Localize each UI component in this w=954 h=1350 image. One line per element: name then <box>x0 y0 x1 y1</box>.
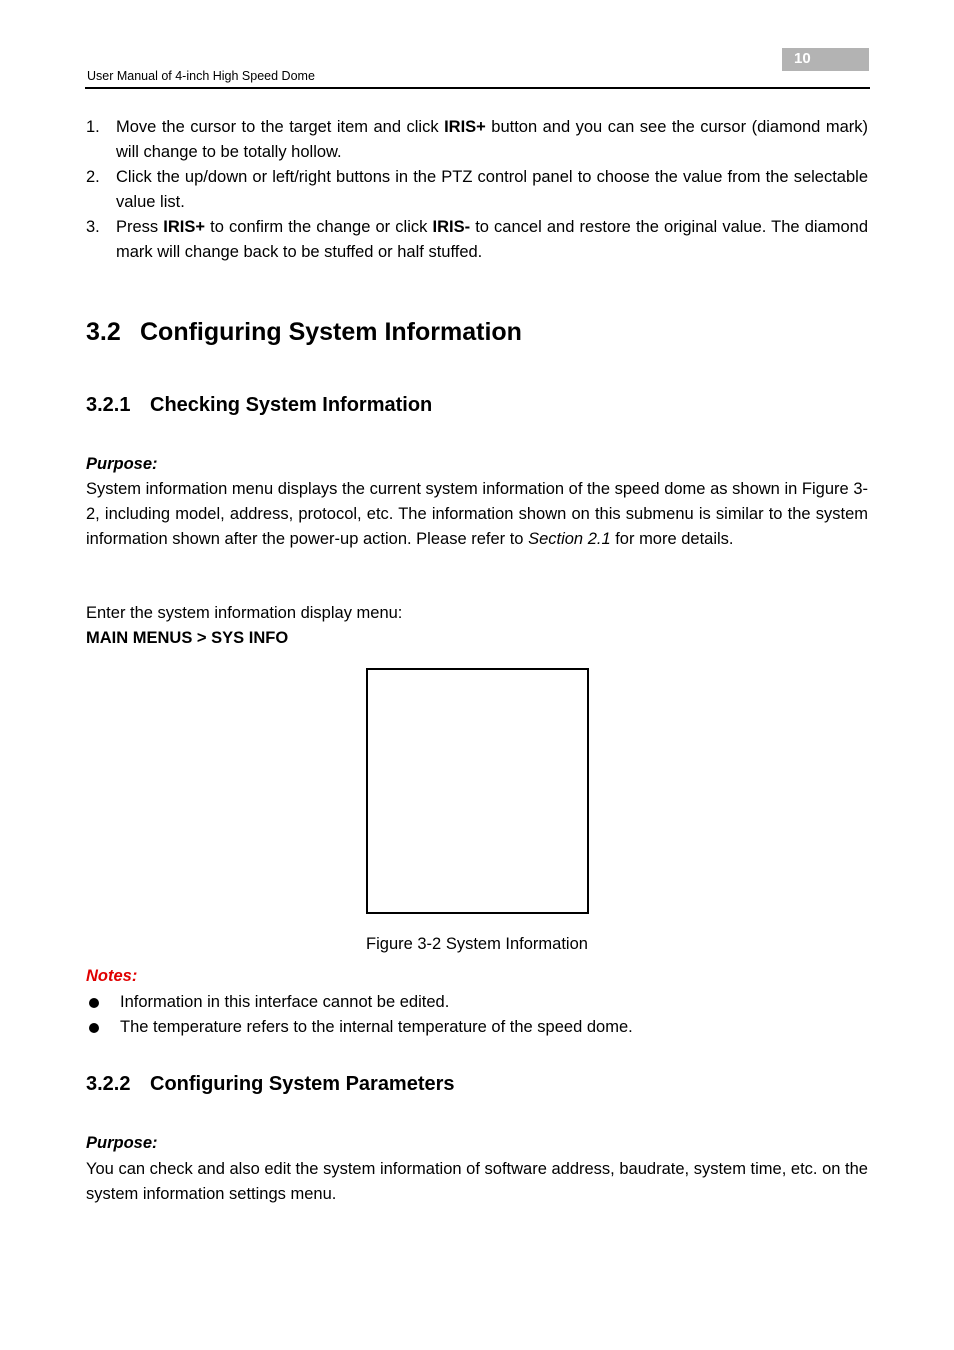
page-number: 10 <box>794 50 811 67</box>
list-item-number: 1. <box>86 118 100 136</box>
section-number: 3.2 <box>86 318 121 346</box>
section-heading <box>86 318 522 347</box>
purpose-label: Purpose: <box>86 455 158 473</box>
subsection-title: Configuring System Parameters <box>150 1073 455 1095</box>
bullet-icon <box>89 998 99 1008</box>
section-title: Configuring System Information <box>140 318 522 346</box>
subsection-heading <box>86 394 432 417</box>
list-item-number: 3. <box>86 218 100 236</box>
list-item <box>86 215 868 265</box>
keyword: IRIS+ <box>163 218 206 236</box>
section-reference: Section 2.1 <box>528 530 611 548</box>
list-item-text: Move the cursor to the target item and click IRIS+ button and you can see the cursor (diamond mark) will change to be totally hollow. <box>116 118 868 161</box>
note-text: The temperature refers to the internal temperature of the speed dome. <box>120 1018 633 1036</box>
enter-menu-text: Enter the system information display menu: <box>86 604 403 622</box>
keyword: IRIS+ <box>444 118 486 136</box>
purpose-paragraph: System information menu displays the current system information of the speed dome as shown in Figure 3-2, including model, address, protocol, etc. The information shown on this submenu is similar to the system information shown after the power-up action. Please refer to Section 2.1 for more details. <box>86 480 868 548</box>
header-title: User Manual of 4-inch High Speed Dome <box>87 69 315 83</box>
list-item <box>86 115 868 165</box>
notes-label: Notes: <box>86 967 138 985</box>
note-text: Information in this interface cannot be edited. <box>120 993 450 1011</box>
header-divider <box>85 87 870 89</box>
list-item-text: Click the up/down or left/right buttons in the PTZ control panel to choose the value from the selectable value list. <box>116 168 868 211</box>
figure-caption: Figure 3-2 System Information <box>366 935 588 953</box>
subsection-number: 3.2.1 <box>86 394 131 416</box>
figure-image <box>366 668 589 914</box>
list-item-text: Press IRIS+ to confirm the change or click IRIS- to cancel and restore the original value. The diamond mark will change back to be stuffed or half stuffed. <box>116 218 868 261</box>
note-item <box>86 1015 633 1040</box>
subsection-number: 3.2.2 <box>86 1073 131 1095</box>
list-item <box>86 165 868 215</box>
bullet-icon <box>89 1023 99 1033</box>
menu-path: MAIN MENUS > SYS INFO <box>86 629 289 647</box>
subsection-heading <box>86 1073 455 1096</box>
note-item <box>86 990 449 1015</box>
list-item-number: 2. <box>86 168 100 186</box>
subsection-title: Checking System Information <box>150 394 433 416</box>
purpose-label: Purpose: <box>86 1134 158 1152</box>
keyword: IRIS- <box>432 218 471 236</box>
page-number-badge <box>782 48 869 71</box>
purpose-paragraph: You can check and also edit the system information of software address, baudrate, system time, etc. on the system information settings menu. <box>86 1160 868 1203</box>
